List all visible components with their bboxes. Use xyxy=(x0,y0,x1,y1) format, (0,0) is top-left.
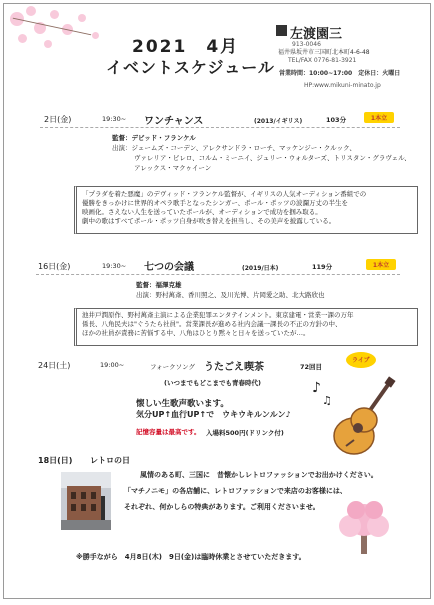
music-note-icon: ♪ xyxy=(312,380,321,396)
event-2-synopsis-3: ほかの社員が責務に苦悩する中、八角はひとり黙々と日々を送っていたが…。 xyxy=(82,329,310,337)
month: 4月 xyxy=(206,37,240,57)
event-1-duration: 103分 xyxy=(326,116,347,124)
music-note-icon: ♫ xyxy=(322,394,332,407)
event-4-date: 18日(日) xyxy=(38,456,73,465)
event-3-badge-label: ライブ xyxy=(352,357,370,364)
event-1-credit-1: 監督：デビッド・フランケル xyxy=(112,134,196,142)
event-3-note: 記憶容量は最高です。 xyxy=(136,428,201,436)
event-1-synopsis-1: 「プラダを着た悪魔」のデヴィッド・フランケル監督が、イギリスの人気オーディション番組での xyxy=(82,190,367,198)
retro-building-photo xyxy=(61,472,111,530)
address: 福井県坂井市三国町北本町4-6-48 xyxy=(278,49,370,56)
divider xyxy=(40,127,400,128)
schedule-page xyxy=(3,3,431,599)
event-2-meta: (2019/日本) xyxy=(242,265,279,272)
event-3-duration: 72回目 xyxy=(300,363,323,371)
divider xyxy=(36,274,400,275)
event-3-genre: フォークソング xyxy=(150,363,196,371)
page-title: イベントスケジュール xyxy=(106,58,275,77)
guitar-icon xyxy=(326,376,396,460)
event-2-synopsis-1: 池井戸潤原作、野村萬斎主演による企業犯罪エンタテインメント。東京建電・営業一課の万年 xyxy=(82,311,354,319)
event-3-line-2: 気分UP↑血行UP↑で ウキウキルンルン♪ xyxy=(136,410,291,419)
header-title-year-month xyxy=(132,32,239,57)
event-1-meta: (2013/イギリス) xyxy=(254,118,303,125)
event-2-credit-2: 出演：野村萬斎、香川照之、及川光博、片岡愛之助、北大路欣也 xyxy=(136,291,325,299)
event-1-credit-3: ヴァレリア・ビレロ、コルム・ミーニイ、ジュリー・ウォルターズ、トリスタン・グラヴェル、 xyxy=(134,154,411,162)
tel-fax: TEL/FAX 0776-81-3921 xyxy=(288,57,357,64)
event-2-credit-1: 監督：福澤克雄 xyxy=(136,281,182,289)
event-1-credit-4: アレックス・マクゥイーン xyxy=(134,164,212,172)
event-1-credit-2: 出演：ジェームズ・コーデン、アレクサンドラ・ローチ、マッケンジー・クルック、 xyxy=(112,144,356,152)
event-2-time: 19:30~ xyxy=(102,262,127,270)
event-2-synopsis-2: 係長、八角民夫は"ぐうたら社員"。営業課長が進める社内会議一課長の不正の方針の中、 xyxy=(82,320,342,328)
event-1-synopsis-3: 映画化。さえない人生を送っていたポールが、オーディションで成功を掴み取る。 xyxy=(82,208,322,216)
event-2-duration: 119分 xyxy=(312,263,333,271)
event-1-synopsis-4: 劇中の歌はすべてポール・ポッツ自身が吹き替えを担当し、その美声を披露している。 xyxy=(82,217,336,225)
event-3-line-1: 懐しい生歌声歌います。 xyxy=(136,399,229,409)
event-3-date: 24日(土) xyxy=(38,361,71,370)
event-4-title: レトロの日 xyxy=(90,456,130,465)
cherry-blossom-decoration xyxy=(4,4,114,74)
business-hours: 営業時間：10:00~17:00 定休日：火曜日 xyxy=(279,70,401,77)
website-link[interactable]: HP:www.mikuni-minato.jp xyxy=(304,82,381,89)
event-1-badge: 1本立 xyxy=(364,112,394,123)
event-2-date: 16日(金) xyxy=(38,262,71,271)
cherry-tree-icon xyxy=(334,498,394,556)
event-1-title: ワンチャンス xyxy=(144,116,204,127)
event-3-title: うたごえ喫茶 xyxy=(204,362,264,373)
event-4-line-3: それぞれ、何かしらの特典があります。ご利用くださいませ。 xyxy=(124,503,320,511)
event-1-time: 19:30~ xyxy=(102,115,127,123)
event-2-badge: 1本立 xyxy=(366,259,396,270)
event-4-line-1: 風情のある町、三国に 昔懐かしレトロファッションでお出かけください。 xyxy=(140,471,378,479)
org-logo-icon xyxy=(276,25,287,36)
org-name: 左渡園三 xyxy=(290,27,343,42)
event-1-date: 2日(金) xyxy=(44,115,72,124)
event-1-synopsis-2: 優勝をきっかけに世界的オペラ歌手となったシンガー、ポール・ポッツの波瀾万丈の半生を xyxy=(82,199,348,207)
event-3-time: 19:00~ xyxy=(100,361,125,369)
event-3-subtitle: (いつまでもどこまでも青春時代) xyxy=(164,379,261,387)
event-2-title: 七つの会議 xyxy=(144,262,194,273)
event-3-fee: 入場料500円(ドリンク付) xyxy=(206,429,284,437)
year: 2021 xyxy=(132,37,188,57)
postal-code: 913-0046 xyxy=(292,41,321,48)
event-4-line-2: 「マチノニモ」の各店舗に、レトロファッションで来店のお客様には、 xyxy=(124,487,347,495)
closure-notice: ※勝手ながら 4月8日(木) 9日(金)は臨時休業とさせていただきます。 xyxy=(76,553,306,561)
